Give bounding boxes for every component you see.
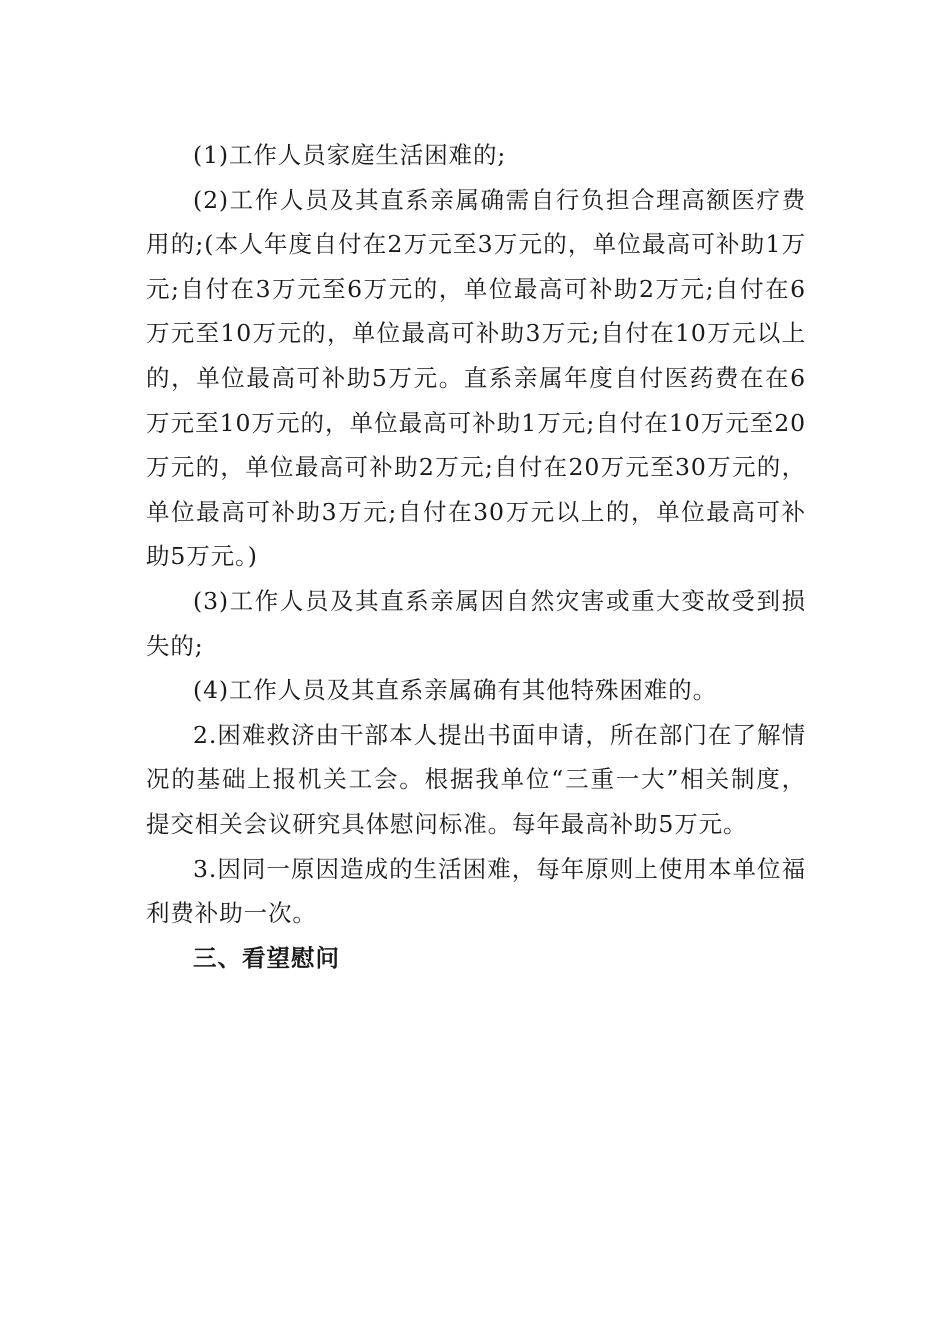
paragraph-item-2: (2)工作人员及其直系亲属确需自行负担合理高额医疗费用的;(本人年度自付在2万元至3万元的，单位最高可补助1万元;自付在3万元至6万元的，单位最高可补助2万元;自付在6万元至10万元的，单位最高可补助3万元;自付在10万元以上的，单位最高可补助5万元。直系亲属年度自付医药费在在6万元至10万元的，单位最高可补助1万元;自付在10万元至20万元的，单位最高可补助2万元;自付在20万元至30万元的，单位最高可补助3万元;自付在30万元以上的，单位最高可补助5万元。) xyxy=(146,185,806,571)
paragraph-item-1: (1)工作人员家庭生活困难的; xyxy=(193,141,507,169)
paragraph-subsidy-frequency: 3.因同一原因造成的生活困难，每年原则上使用本单位福利费补助一次。 xyxy=(146,854,806,928)
paragraph-item-4: (4)工作人员及其直系亲属确有其他特殊困难的。 xyxy=(193,676,717,705)
paragraph-application-procedure: 2.困难救济由干部本人提出书面申请，所在部门在了解情况的基础上报机关工会。根据我单位“三重一大”相关制度，提交相关会议研究具体慰问标准。每年最高补助5万元。 xyxy=(146,720,806,838)
document-body xyxy=(146,133,806,980)
paragraph-item-3: (3)工作人员及其直系亲属因自然灾害或重大变故受到损失的; xyxy=(146,586,806,660)
section-heading: 三、看望慰问 xyxy=(193,943,340,972)
